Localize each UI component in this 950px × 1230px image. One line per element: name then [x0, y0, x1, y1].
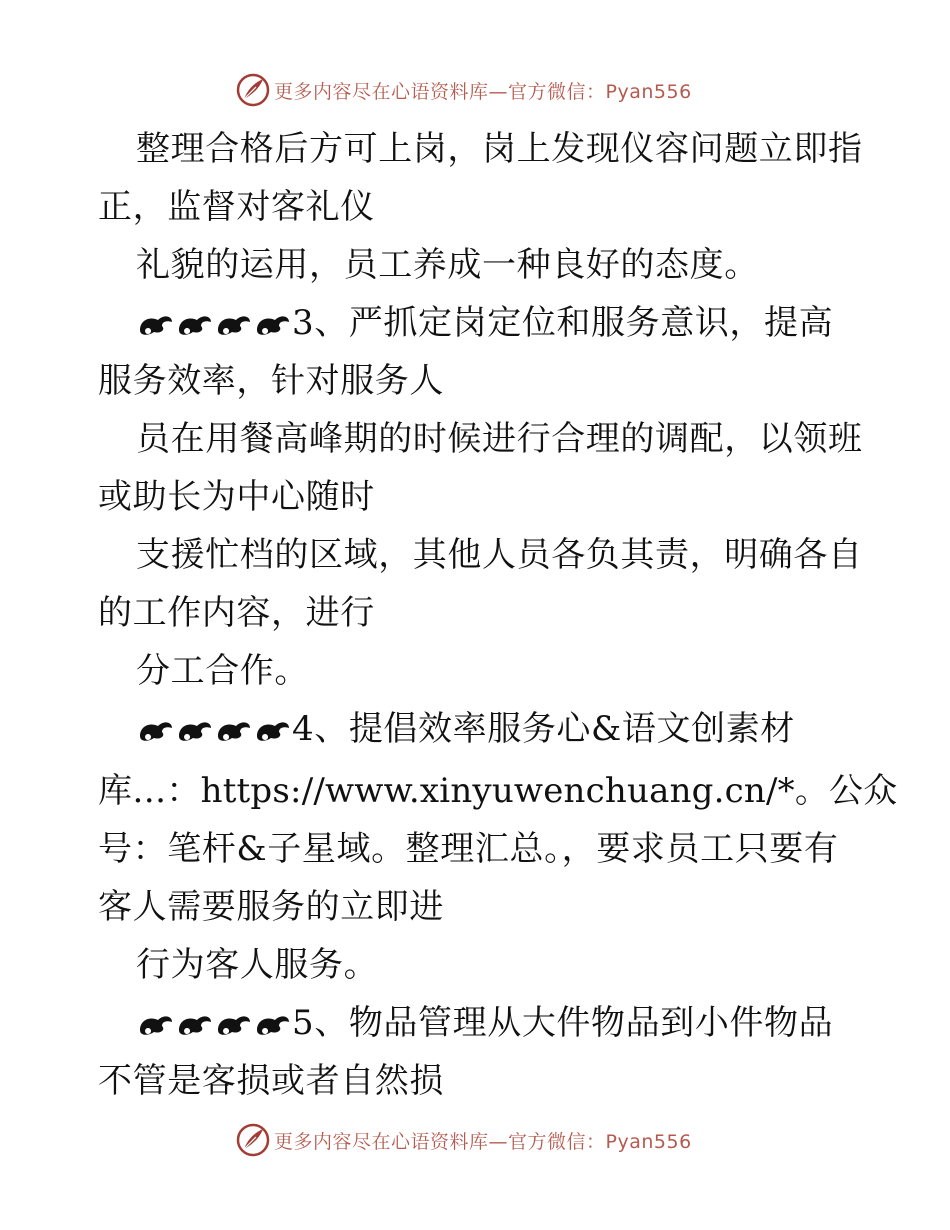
- text-line: 或助长为中心随时: [98, 477, 375, 517]
- text-line: 库…：https://www.xinyuwenchuang.cn/*。公众: [98, 771, 898, 811]
- text-line-with-ornament: [136, 303, 833, 343]
- text-line: 礼貌的运用，员工养成一种良好的态度。: [136, 245, 759, 285]
- text-line: 分工合作。: [136, 651, 309, 691]
- footer-banner: [236, 1123, 692, 1157]
- fleuron-ornament-icon: [136, 714, 292, 744]
- text-line: 的工作内容，进行: [98, 593, 375, 633]
- text-line: 3、严抓定岗定位和服务意识，提高: [292, 303, 834, 343]
- text-line: 不管是客损或者自然损: [98, 1061, 444, 1101]
- text-line: 5、物品管理从大件物品到小件物品: [292, 1003, 834, 1043]
- feather-quill-logo-icon: [236, 73, 270, 107]
- text-line: 支援忙档的区域，其他人员各负其责，明确各自: [136, 535, 863, 575]
- text-line: 客人需要服务的立即进: [98, 887, 444, 927]
- text-line: 行为客人服务。: [136, 945, 379, 985]
- footer-banner-text: 更多内容尽在心语资料库—官方微信：Pyan556: [274, 1130, 692, 1153]
- header-banner-text: 更多内容尽在心语资料库—官方微信：Pyan556: [274, 80, 692, 103]
- text-line: 整理合格后方可上岗，岗上发现仪容问题立即指: [136, 129, 863, 169]
- feather-quill-logo-icon: [236, 1123, 270, 1157]
- fleuron-ornament-icon: [136, 1008, 292, 1038]
- text-line: 号：笔杆&子星域。整理汇总。，要求员工只要有: [98, 829, 839, 869]
- text-line: 4、提倡效率服务心&语文创素材: [292, 709, 795, 749]
- text-line: 服务效率，针对服务人: [98, 361, 444, 401]
- header-banner: [236, 73, 692, 107]
- text-line-with-ornament: [136, 1003, 833, 1043]
- text-line: 正，监督对客礼仪: [98, 187, 375, 227]
- text-line: 员在用餐高峰期的时候进行合理的调配，以领班: [136, 419, 863, 459]
- text-line-with-ornament: [136, 709, 795, 749]
- fleuron-ornament-icon: [136, 308, 292, 338]
